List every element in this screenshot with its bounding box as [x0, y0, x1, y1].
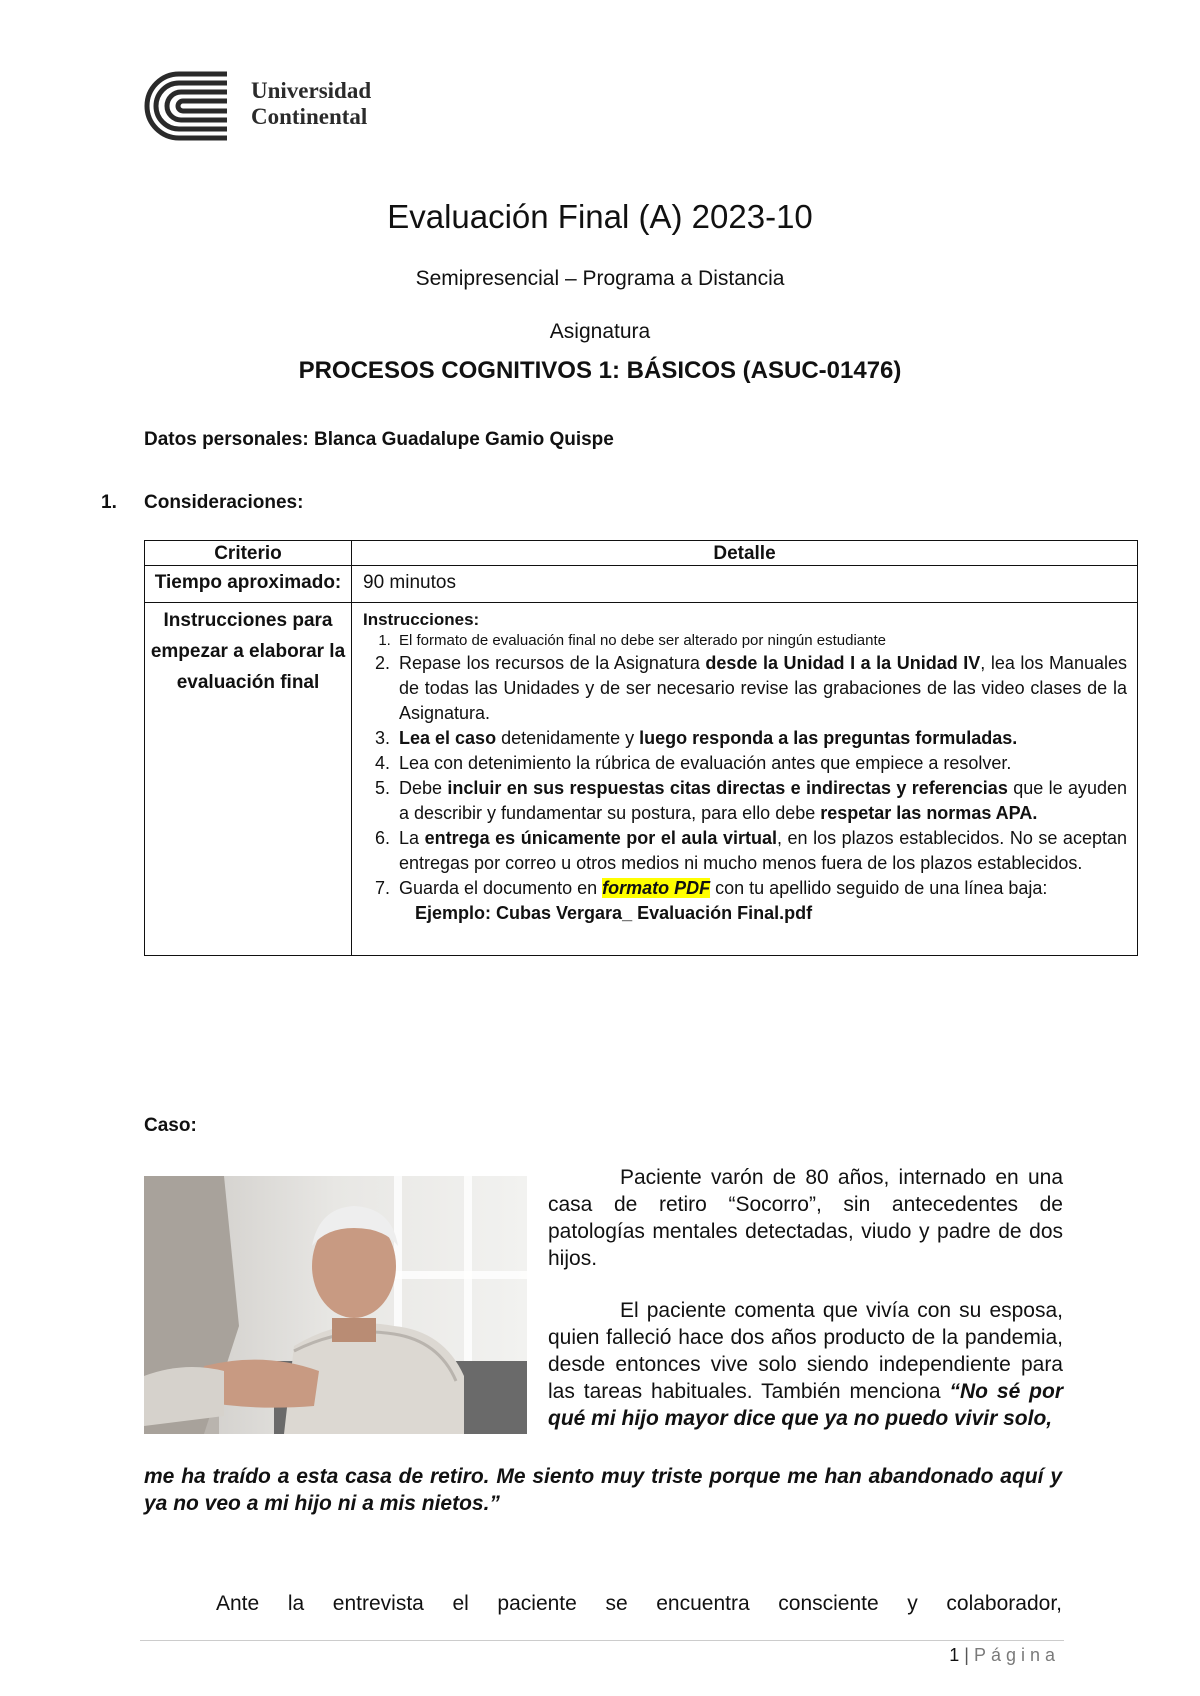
document-subtitle: Semipresencial – Programa a Distancia: [415, 267, 785, 290]
footer-divider: [140, 1640, 1064, 1641]
item-bold: incluir en sus respuestas citas directas e indirectas y referencias: [447, 778, 1008, 798]
case-paragraph-2-text: El paciente comenta que vivía con su esposa, quien falleció hace dos años producto de la pandemia, desde entonces vive solo siendo independiente para las tareas habituales. También menciona: [548, 1299, 1063, 1403]
instructions-heading: Instrucciones:: [363, 610, 480, 629]
list-item: [395, 776, 1127, 826]
item-bold: Lea el caso: [399, 728, 497, 748]
case-paragraph-2: [548, 1297, 1063, 1432]
item-text: La: [399, 828, 425, 848]
criterio-instrucciones: Instrucciones para empezar a elaborar la evaluación final: [145, 603, 352, 956]
university-logo: [143, 70, 403, 142]
item-text: Guarda el documento en: [399, 878, 603, 898]
considerations-table: [144, 540, 1138, 956]
asignatura-label: Asignatura: [549, 320, 651, 343]
item-text: El formato de evaluación final no debe ser alterado por ningún estudiante: [399, 632, 886, 649]
logo-line-1: Universidad: [251, 78, 372, 103]
header-criterio: Criterio: [145, 541, 352, 566]
case-paragraph-1: Paciente varón de 80 años, internado en una casa de retiro “Socorro”, sin antecedentes de patologías mentales detectadas, viudo y padre de dos hijos.: [548, 1166, 1063, 1270]
item-text: Lea con detenimiento la rúbrica de evaluación antes que empiece a resolver.: [399, 753, 1012, 773]
item-bold: desde la Unidad I a la Unidad IV: [705, 653, 981, 673]
list-item: [395, 726, 1127, 751]
list-item: [395, 651, 1127, 726]
section-number: 1.: [101, 492, 117, 513]
quote-continuation: me ha traído a esta casa de retiro. Me siento muy triste porque me han abandonado aquí y ya no veo a mi hijo ni a mis nietos.”: [144, 1465, 1062, 1515]
table-header-row: [145, 541, 1138, 566]
highlighted-text: formato PDF: [602, 878, 711, 898]
item-bold: luego responda a las preguntas formuladas.: [639, 728, 1018, 748]
example-filename: Ejemplo: Cubas Vergara_ Evaluación Final.pdf: [415, 903, 813, 923]
item-text: , lea los Manuales de todas las Unidades y de ser necesario revise las grabaciones de las video clases de la Asignatura.: [399, 653, 1127, 723]
list-item: [395, 876, 1127, 901]
tiempo-value: 90 minutos: [363, 572, 456, 593]
table-row: [145, 603, 1138, 956]
item-bold: respetar las normas APA.: [820, 803, 1038, 823]
personal-data: Datos personales: Blanca Guadalupe Gamio Quispe: [144, 429, 614, 450]
footer-separator: |: [959, 1645, 974, 1665]
logo-line-2: Continental: [251, 104, 368, 129]
elderly-man-photo-icon: [144, 1176, 527, 1434]
table-row: [145, 566, 1138, 603]
case-paragraph-3: Ante la entrevista el paciente se encuentra consciente y colaborador,: [216, 1592, 1062, 1615]
item-bold: entrega es únicamente por el aula virtual: [424, 828, 777, 848]
case-photo: [144, 1176, 527, 1434]
item-text: Debe: [399, 778, 448, 798]
page-number: 1: [949, 1645, 960, 1665]
detalle-tiempo: [352, 566, 1138, 603]
item-text: , en los plazos establecidos. No se aceptan entregas por correo u otros medios ni mucho menos fuera de los plazos establecidos.: [399, 828, 1127, 873]
case-description: [548, 1164, 1063, 1432]
instructions-list: [363, 631, 1127, 901]
list-item: [395, 751, 1127, 776]
list-item: [395, 826, 1127, 876]
item-text: con tu apellido seguido de una línea baja:: [710, 878, 1048, 898]
page-footer: [900, 1645, 1060, 1666]
header-detalle: Detalle: [352, 541, 1138, 566]
detalle-instrucciones: [352, 603, 1138, 956]
item-text: detenidamente y: [496, 728, 640, 748]
item-text: que le ayuden a describir y fundamentar su postura, para ello debe: [399, 778, 1127, 823]
quote-start: “No sé por qué mi hijo mayor dice que ya no puedo vivir solo,: [548, 1380, 1063, 1430]
item-text: Repase los recursos de la Asignatura: [399, 653, 706, 673]
case-label: Caso:: [144, 1115, 197, 1136]
list-item: [395, 631, 1127, 651]
criterio-tiempo: Tiempo aproximado:: [145, 566, 352, 603]
course-name: PROCESOS COGNITIVOS 1: BÁSICOS (ASUC-01476): [298, 357, 902, 384]
section-title: Consideraciones:: [144, 492, 304, 513]
document-title: Evaluación Final (A) 2023-10: [387, 198, 813, 235]
page-label: Página: [973, 1645, 1060, 1665]
logo-mark-icon: [143, 70, 243, 142]
